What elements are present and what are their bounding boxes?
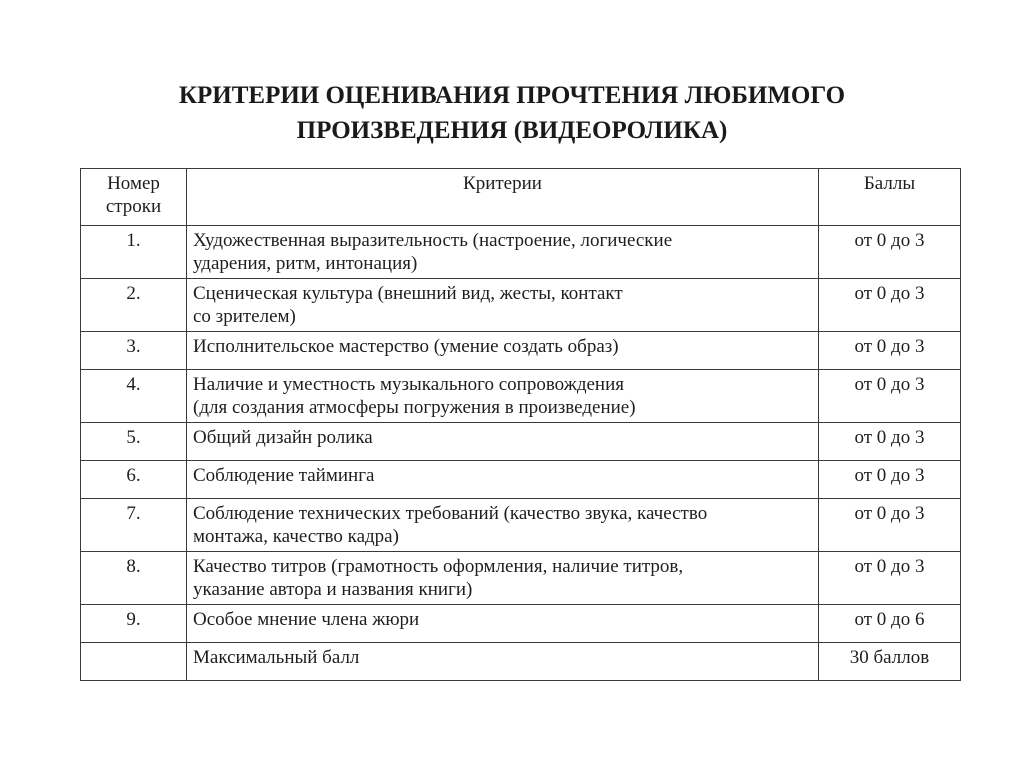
row-criterion [187,461,819,499]
row-points: от 0 до 6 [819,605,961,643]
criterion-line-1: Сценическая культура (внешний вид, жесты, контакт [193,283,623,304]
total-label: Максимальный балл [187,643,819,681]
header-points: Баллы [819,169,961,226]
row-criterion [187,332,819,370]
criterion-line-1: Соблюдение тайминга [193,465,375,486]
row-number: 5. [81,423,187,461]
row-criterion [187,423,819,461]
criterion-line-1: Соблюдение технических требований (качество звука, качество [193,503,708,524]
criterion-line-1: Особое мнение члена жюри [193,609,420,630]
table-header-row [81,169,961,226]
table-row [81,370,961,423]
row-number: 9. [81,605,187,643]
row-criterion [187,279,819,332]
row-number: 2. [81,279,187,332]
row-number: 8. [81,552,187,605]
criterion-line-1: Наличие и уместность музыкального сопровождения [193,374,624,395]
criterion-line-2: монтажа, качество кадра) [193,526,399,547]
criteria-table [80,168,961,681]
criterion-line-1: Художественная выразительность (настроение, логические [193,230,673,251]
row-criterion [187,370,819,423]
criterion-line-1: Исполнительское мастерство (умение создать образ) [193,336,619,357]
document-title [0,78,1024,148]
row-points: от 0 до 3 [819,499,961,552]
criterion-line-2: со зрителем) [193,306,296,327]
row-points: от 0 до 3 [819,423,961,461]
row-points: от 0 до 3 [819,370,961,423]
header-number-line-2: строки [105,196,162,217]
table-row [81,279,961,332]
total-row [81,643,961,681]
row-criterion [187,499,819,552]
table-row [81,226,961,279]
row-points: от 0 до 3 [819,332,961,370]
table-row [81,605,961,643]
row-points: от 0 до 3 [819,552,961,605]
row-points: от 0 до 3 [819,279,961,332]
header-criteria: Критерии [187,169,819,226]
criterion-line-1: Общий дизайн ролика [193,427,373,448]
table-row [81,332,961,370]
criterion-line-2: указание автора и названия книги) [193,579,473,600]
table-row [81,499,961,552]
row-number: 4. [81,370,187,423]
table-row [81,552,961,605]
row-number: 3. [81,332,187,370]
row-number: 6. [81,461,187,499]
row-points: от 0 до 3 [819,226,961,279]
row-number: 7. [81,499,187,552]
row-points: от 0 до 3 [819,461,961,499]
title-line-2: ПРОИЗВЕДЕНИЯ (ВИДЕОРОЛИКА) [296,117,728,144]
title-line-1: КРИТЕРИИ ОЦЕНИВАНИЯ ПРОЧТЕНИЯ ЛЮБИМОГО [178,82,846,109]
criterion-line-2: (для создания атмосферы погружения в произведение) [193,397,636,418]
row-number: 1. [81,226,187,279]
criterion-line-2: ударения, ритм, интонация) [193,253,418,274]
total-points: 30 баллов [819,643,961,681]
table-row [81,423,961,461]
header-number [81,169,187,226]
row-criterion [187,552,819,605]
header-number-line-1: Номер [107,173,160,194]
row-criterion [187,605,819,643]
total-number-cell [81,643,187,681]
table-row [81,461,961,499]
criterion-line-1: Качество титров (грамотность оформления, наличие титров, [193,556,684,577]
row-criterion [187,226,819,279]
